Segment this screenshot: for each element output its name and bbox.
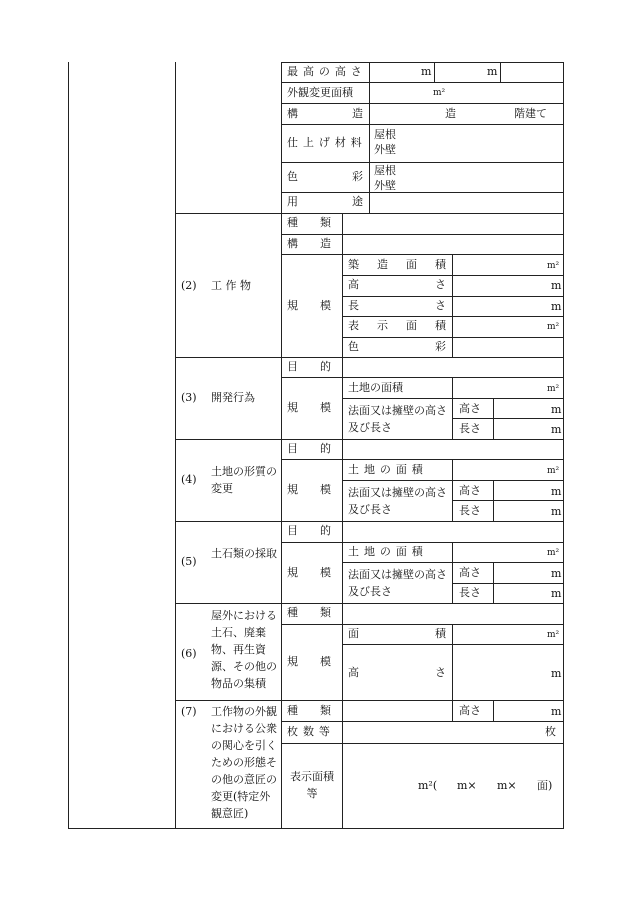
rule (281, 162, 563, 163)
unit-m: m (551, 505, 562, 518)
slope-label: 法面又は擁壁の高さ及び長さ (348, 486, 447, 516)
max-height-label: 最高の高さ (287, 65, 367, 78)
unit-m: m (551, 587, 562, 600)
rule (493, 700, 494, 721)
land-area-label: 土地の面積 (348, 381, 403, 394)
kind-label: 種 類 (287, 606, 331, 619)
rule (434, 62, 435, 82)
rule (175, 213, 563, 214)
land-area-label: 土地の面積 (348, 545, 428, 558)
rule (281, 192, 563, 193)
rule (369, 62, 370, 213)
height-label: 高さ (459, 484, 481, 497)
scale-label: 規 模 (287, 566, 331, 579)
land-area-label: 土地の面積 (348, 463, 428, 476)
section-2-title: 工 作 物 (211, 279, 251, 292)
wall-label: 外壁 (374, 143, 396, 156)
unit-m: m (551, 300, 562, 313)
rule (175, 357, 563, 358)
section-7-number: (7) (181, 705, 197, 718)
rule (175, 521, 563, 522)
purpose-label: 目 的 (287, 524, 331, 537)
unit-m: m (551, 423, 562, 436)
unit-m2: m² (547, 384, 560, 394)
rule (281, 721, 563, 722)
scale-label: 規 模 (287, 483, 331, 496)
length-label: 長さ (459, 422, 481, 435)
unit-m2: m² (547, 261, 560, 271)
height-label: 高 さ (348, 666, 446, 679)
rule (452, 377, 453, 439)
rule (452, 254, 453, 357)
kind-label: 種 類 (287, 216, 331, 229)
unit-m: m (551, 705, 562, 718)
use-label: 用 途 (287, 195, 363, 208)
roof-label: 屋根 (374, 128, 396, 141)
unit-m2: m² (433, 88, 446, 98)
rule (452, 459, 453, 521)
display-area-label: 表 示 面 積 (348, 319, 446, 332)
height-label: 高さ (459, 566, 481, 579)
unit-m2: m² (547, 466, 560, 476)
rule (452, 583, 563, 584)
application-form-table (68, 62, 564, 829)
rule (281, 62, 563, 63)
unit-m: m (551, 279, 562, 292)
length-label: 長 さ (348, 299, 446, 312)
rule (175, 700, 563, 701)
rule (281, 103, 563, 104)
rule (175, 62, 176, 828)
section-5-title: 土石類の採取 (211, 547, 277, 560)
rule (452, 624, 453, 700)
formula-open: m²( (418, 779, 438, 792)
section-7-title: 工作物の外観における公衆の関心を引くための形態その他の意匠の変更(特定外観意匠) (211, 705, 277, 820)
unit-m: m (421, 65, 432, 78)
rule (452, 418, 563, 419)
rule (281, 234, 563, 235)
rule (175, 603, 563, 604)
section-5-number: (5) (181, 555, 197, 568)
height-label: 高さ (459, 704, 481, 717)
unit-m2: m² (547, 630, 560, 640)
section-4-title: 土地の形質の変更 (211, 465, 277, 495)
rule (452, 700, 453, 721)
scale-label: 規 模 (287, 299, 331, 312)
build-area-label: 築 造 面 積 (348, 258, 446, 271)
rule (500, 62, 501, 82)
unit-m: m (551, 667, 562, 680)
rule (281, 124, 563, 125)
unit-m: m (551, 403, 562, 416)
purpose-label: 目 的 (287, 360, 331, 373)
height-label: 高さ (459, 402, 481, 415)
facade-area-label: 外観変更面積 (287, 86, 353, 99)
section-6-number: (6) (181, 647, 197, 660)
section-3-title: 開発行為 (211, 391, 255, 404)
section-2-number: (2) (181, 279, 197, 292)
unit-m: m (487, 65, 498, 78)
rule (281, 624, 563, 625)
slope-label: 法面又は擁壁の高さ及び長さ (348, 404, 447, 434)
color-label: 色 彩 (287, 170, 363, 183)
unit-m: m (551, 567, 562, 580)
structure-value: 造 (445, 107, 456, 120)
color-label: 色 彩 (348, 340, 446, 353)
purpose-label: 目 的 (287, 442, 331, 455)
rule (281, 743, 563, 744)
rule (281, 459, 563, 460)
height-label: 高 さ (348, 278, 446, 291)
roof-label: 屋根 (374, 164, 396, 177)
kind-label: 種 類 (287, 704, 331, 717)
unit-mai: 枚 (545, 725, 556, 738)
construction-label: 構 造 (287, 237, 331, 250)
rule (493, 562, 494, 603)
wall-label: 外壁 (374, 179, 396, 192)
section-3-number: (3) (181, 391, 197, 404)
unit-m: m (551, 485, 562, 498)
slope-label: 法面又は擁壁の高さ及び長さ (348, 568, 447, 598)
rule (281, 82, 563, 83)
section-6-title: 屋外における土石、廃棄物、再生資源、その他の物品の集積 (211, 609, 277, 690)
display-area-label: 表示面積等 (290, 770, 334, 800)
unit-m2: m² (547, 548, 560, 558)
formula-times: m× (497, 779, 517, 792)
count-label: 枚数等 (287, 725, 335, 738)
rule (281, 62, 282, 828)
area-label: 面 積 (348, 627, 446, 640)
scale-label: 規 模 (287, 655, 331, 668)
length-label: 長さ (459, 504, 481, 517)
rule (342, 213, 343, 828)
rule (452, 500, 563, 501)
unit-m2: m² (547, 322, 560, 332)
rule (281, 542, 563, 543)
formula-times: m× (457, 779, 477, 792)
rule (493, 480, 494, 521)
rule (281, 377, 563, 378)
materials-label: 仕上げ材料 (287, 136, 367, 149)
length-label: 長さ (459, 586, 481, 599)
section-4-number: (4) (181, 473, 197, 486)
rule (281, 254, 563, 255)
rule (493, 398, 494, 439)
rule (175, 439, 563, 440)
structure-label: 構 造 (287, 107, 363, 120)
scale-label: 規 模 (287, 401, 331, 414)
floors-label: 階建て (514, 107, 547, 120)
rule (452, 542, 453, 603)
formula-close: 面) (537, 779, 553, 792)
